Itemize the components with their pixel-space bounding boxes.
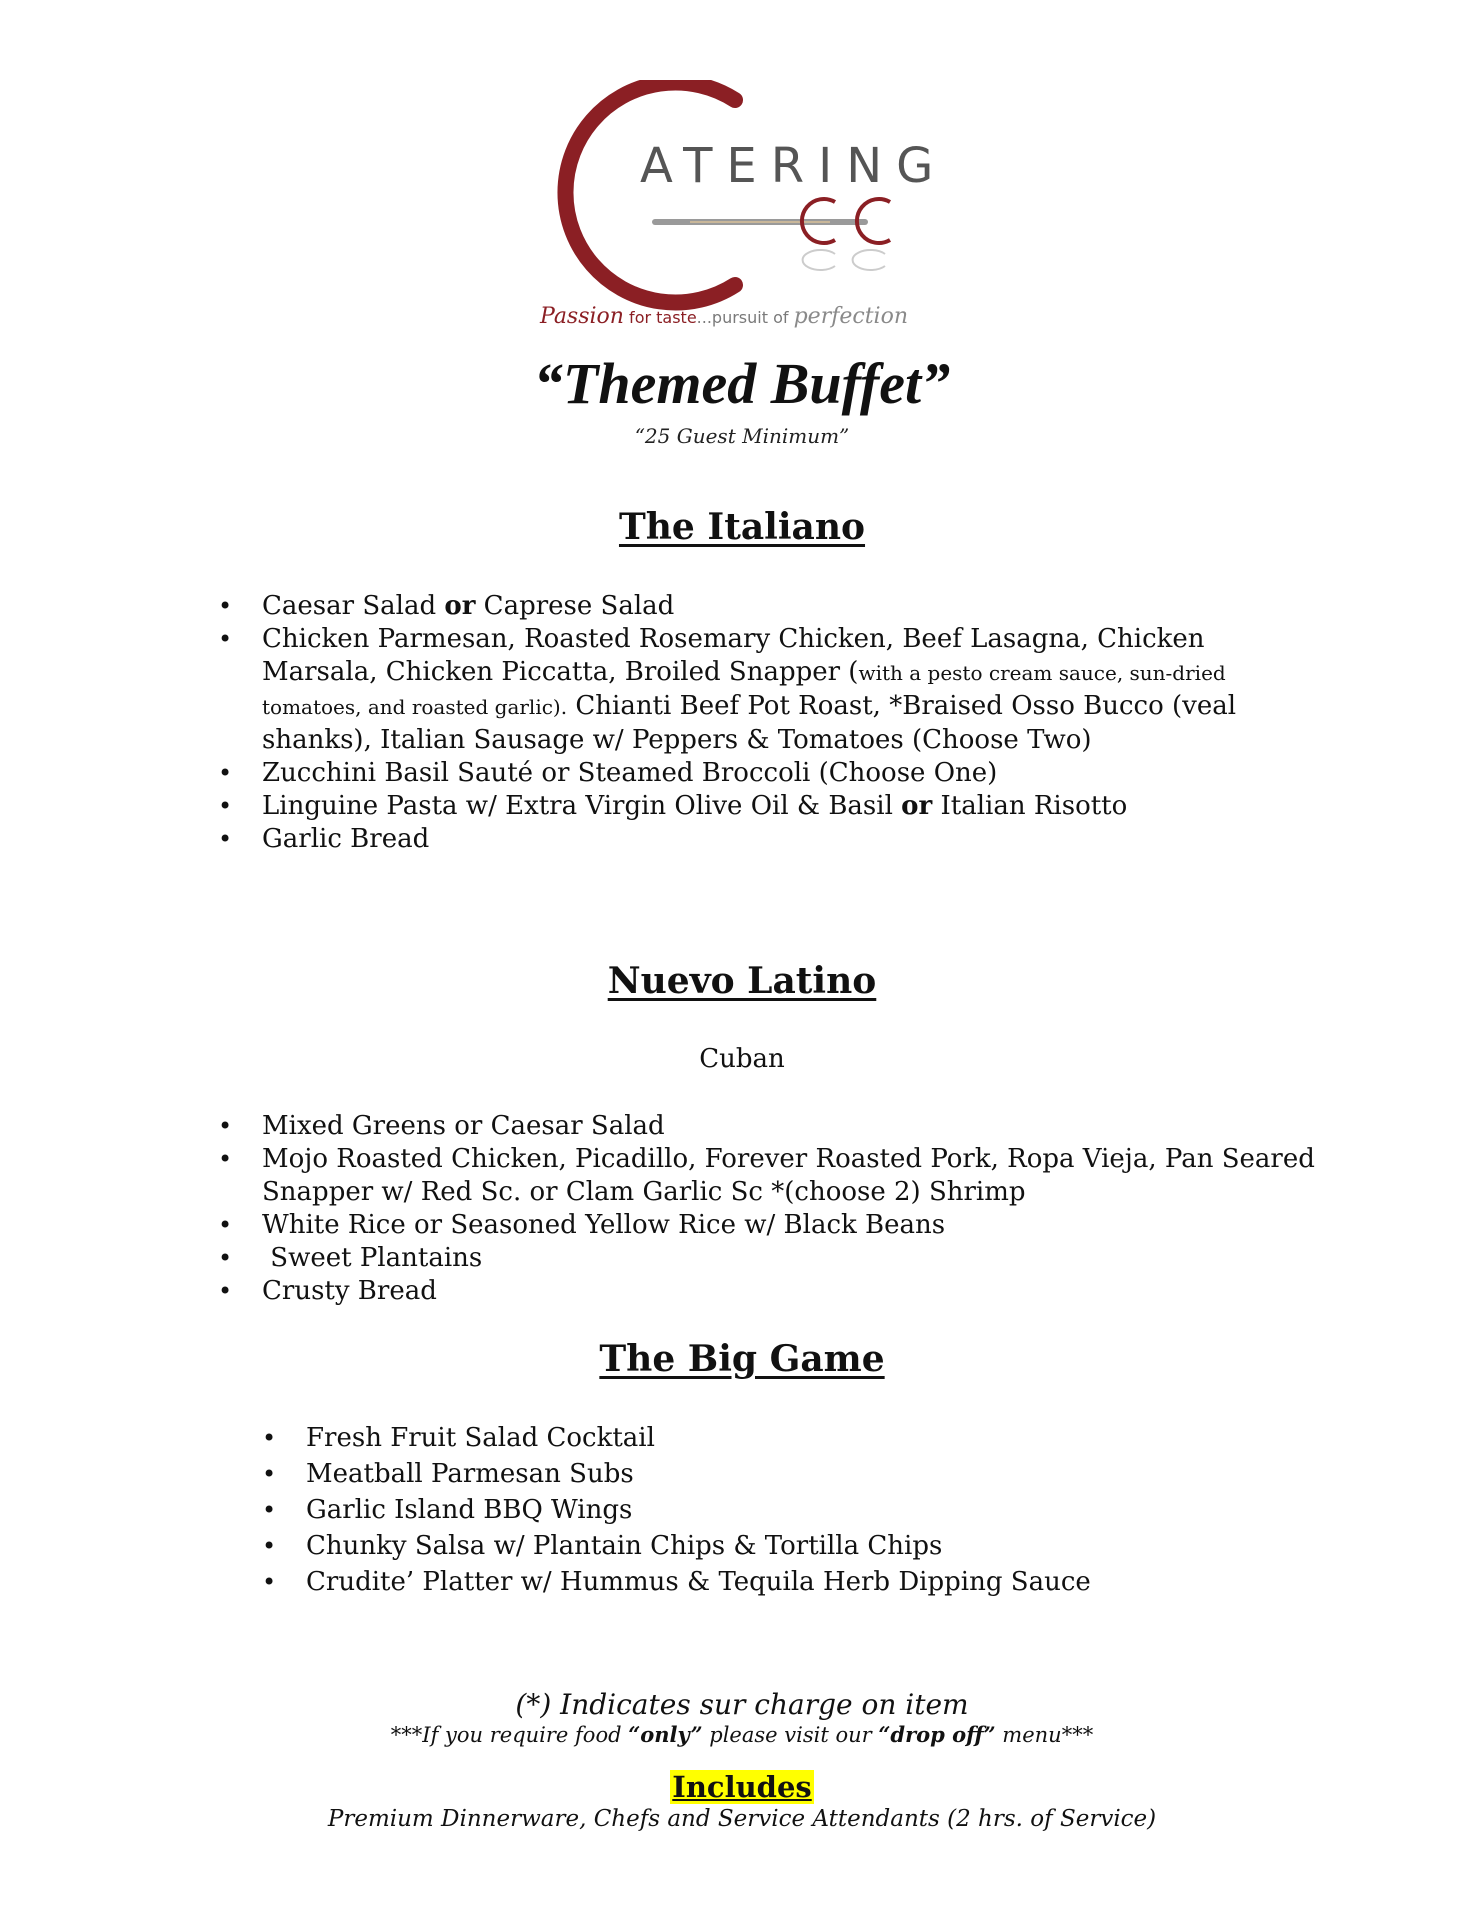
tagline-for-taste: for taste xyxy=(623,308,697,327)
list-item: • Garlic Island BBQ Wings xyxy=(262,1492,1262,1528)
list-item: • Linguine Pasta w/ Extra Virgin Olive Oil & Basil or Italian Risotto xyxy=(218,790,1318,823)
section-subtitle-cuban: Cuban xyxy=(699,1044,785,1074)
logo-tagline xyxy=(540,304,960,329)
tagline-perfection: perfection xyxy=(793,304,908,329)
list-item: • Chicken Parmesan, Roasted Rosemary Chicken, Beef Lasagna, Chicken Marsala, Chicken Piccatta, Broiled Snapper (with a pesto cream sauce, sun-dried tomatoes, and roasted garlic). Chianti Beef Pot Roast, *Braised Osso Bucco (veal shanks), Italian Sausage w/ Peppers & Tomatoes (Choose Two) xyxy=(218,623,1318,757)
italiano-list xyxy=(218,590,1318,856)
list-item: • Caesar Salad or Caprese Salad xyxy=(218,590,1318,623)
list-item: • Crudite’ Platter w/ Hummus & Tequila Herb Dipping Sauce xyxy=(262,1564,1262,1600)
tagline-passion: Passion xyxy=(540,304,624,329)
list-item: • Meatball Parmesan Subs xyxy=(262,1456,1262,1492)
list-item: • Mixed Greens or Caesar Salad xyxy=(218,1110,1318,1143)
section-title-italiano: The Italiano xyxy=(618,506,866,548)
big-game-list xyxy=(262,1420,1262,1600)
list-item: • Fresh Fruit Salad Cocktail xyxy=(262,1420,1262,1456)
section-title-nuevo-latino: Nuevo Latino xyxy=(607,960,877,1002)
section-title-big-game: The Big Game xyxy=(599,1338,885,1380)
list-item: • Sweet Plantains xyxy=(218,1242,1318,1275)
includes-heading: Includes xyxy=(672,1770,812,1804)
list-item: • White Rice or Seasoned Yellow Rice w/ Black Beans xyxy=(218,1209,1318,1242)
list-item: • Chunky Salsa w/ Plantain Chips & Tortilla Chips xyxy=(262,1528,1262,1564)
surcharge-note: (*) Indicates sur charge on item xyxy=(515,1688,969,1721)
latino-list xyxy=(218,1110,1318,1308)
list-item: • Garlic Bread xyxy=(218,823,1318,856)
list-item: • Crusty Bread xyxy=(218,1275,1318,1308)
page-title: “Themed Buffet” xyxy=(533,351,951,416)
logo-wordmark: ATERING xyxy=(640,138,948,194)
drop-off-note: ***If you require food “only” please visit our “drop off” menu*** xyxy=(390,1722,1094,1747)
includes-text: Premium Dinnerware, Chefs and Service Attendants (2 hrs. of Service) xyxy=(327,1806,1157,1832)
page-subtitle: “25 Guest Minimum” xyxy=(634,424,850,448)
list-item: • Mojo Roasted Chicken, Picadillo, Forever Roasted Pork, Ropa Vieja, Pan Seared Snapper w/ Red Sc. or Clam Garlic Sc *(choose 2) Shrimp xyxy=(218,1143,1318,1209)
tagline-pursuit: ...pursuit of xyxy=(696,308,794,327)
list-item: • Zucchini Basil Sauté or Steamed Broccoli (Choose One) xyxy=(218,757,1318,790)
